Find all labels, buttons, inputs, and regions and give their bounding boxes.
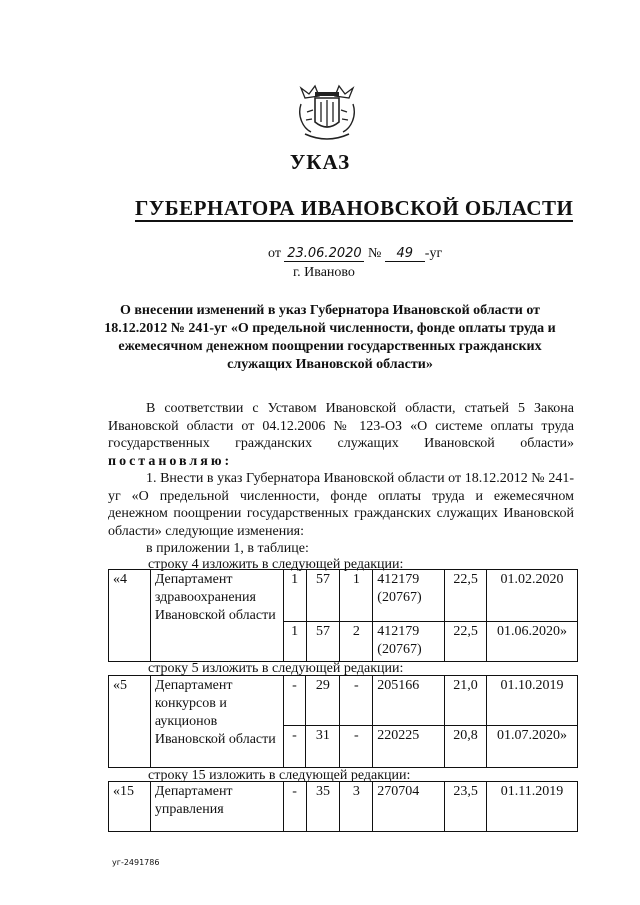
cell: - <box>283 676 306 726</box>
cell: 412179 (20767) <box>373 622 445 662</box>
table-row5 <box>108 675 578 768</box>
cell: 22,5 <box>445 622 487 662</box>
row-number-cell: «15 <box>109 782 151 832</box>
document-title: УКАЗ <box>289 150 351 174</box>
table-row4 <box>108 569 578 662</box>
cell: 01.11.2019 <box>487 782 578 832</box>
cell: - <box>283 726 306 768</box>
cell: 21,0 <box>445 676 487 726</box>
row-number-cell: «4 <box>109 570 151 662</box>
coat-of-arms-emblem <box>297 82 357 144</box>
cell: - <box>340 726 373 768</box>
postanovlyau-word: постановляю: <box>108 453 233 469</box>
table-row <box>109 570 578 622</box>
cell: 31 <box>306 726 340 768</box>
cell: 205166 <box>373 676 445 726</box>
cell: 22,5 <box>445 570 487 622</box>
cell: 1 <box>340 570 373 622</box>
date-prefix: от <box>268 246 281 261</box>
preamble-text: В соответствии с Уставом Ивановской области, статьей 5 Закона Ивановской области от 04.12.2006 № 123-ОЗ «О системе оплаты труда государственных гражданских служащих Ивановской области» <box>108 401 574 451</box>
cell: 01.02.2020 <box>487 570 578 622</box>
date-value: 23.06.2020 <box>284 246 364 262</box>
cell: 23,5 <box>445 782 487 832</box>
cell: - <box>283 782 306 832</box>
cell: 3 <box>340 782 373 832</box>
document-stamp-code: уг-2491786 <box>112 858 160 867</box>
department-cell: Департамент конкурсов и аукционов Ивановской области <box>150 676 283 768</box>
table-row <box>109 676 578 726</box>
cell: 1 <box>283 622 306 662</box>
cell: 57 <box>306 622 340 662</box>
table-row15 <box>108 781 578 832</box>
document-subtitle <box>135 196 573 221</box>
cell: 01.06.2020» <box>487 622 578 662</box>
document-body <box>108 400 574 558</box>
number-prefix: № <box>367 246 382 261</box>
document-subject: О внесении изменений в указ Губернатора Ивановской области от 18.12.2012 № 241-уг «О предельной численности, фонде оплаты труда и ежемесячном денежном поощрении государственных гражданских служащих Ивановской области» <box>104 303 556 372</box>
section-label-row5: строку 5 изложить в следующей редакции: <box>148 661 404 676</box>
department-cell: Департамент здравоохранения Ивановской области <box>150 570 283 662</box>
cell: 29 <box>306 676 340 726</box>
cell: 220225 <box>373 726 445 768</box>
subtitle-text: ГУБЕРНАТОРА ИВАНОВСКОЙ ОБЛАСТИ <box>135 196 574 220</box>
cell: 35 <box>306 782 340 832</box>
cell: - <box>340 676 373 726</box>
cell: 1 <box>283 570 306 622</box>
cell: 20,8 <box>445 726 487 768</box>
cell: 2 <box>340 622 373 662</box>
cell: 270704 <box>373 782 445 832</box>
city-name: г. Иваново <box>293 265 355 280</box>
preamble-paragraph <box>108 400 574 470</box>
cell: 01.07.2020» <box>487 726 578 768</box>
table-row <box>109 782 578 832</box>
section-label-row15: строку 15 изложить в следующей редакции: <box>148 768 411 783</box>
date-number-line <box>268 246 442 262</box>
appendix-note: в приложении 1, в таблице: <box>146 541 309 556</box>
number-suffix: -уг <box>424 246 443 261</box>
section-label-row4: строку 4 изложить в следующей редакции: <box>148 557 404 572</box>
cell: 57 <box>306 570 340 622</box>
cell: 412179 (20767) <box>373 570 445 622</box>
cell: 01.10.2019 <box>487 676 578 726</box>
number-value: 49 <box>385 246 425 262</box>
department-cell: Департамент управления <box>150 782 283 832</box>
item-1-paragraph: 1. Внести в указ Губернатора Ивановской области от 18.12.2012 № 241-уг «О предельной численности, фонде оплаты труда и ежемесячном денежном поощрении государственных гражданских служащих Ивановской области» следующие изменения: <box>108 471 574 539</box>
row-number-cell: «5 <box>109 676 151 768</box>
